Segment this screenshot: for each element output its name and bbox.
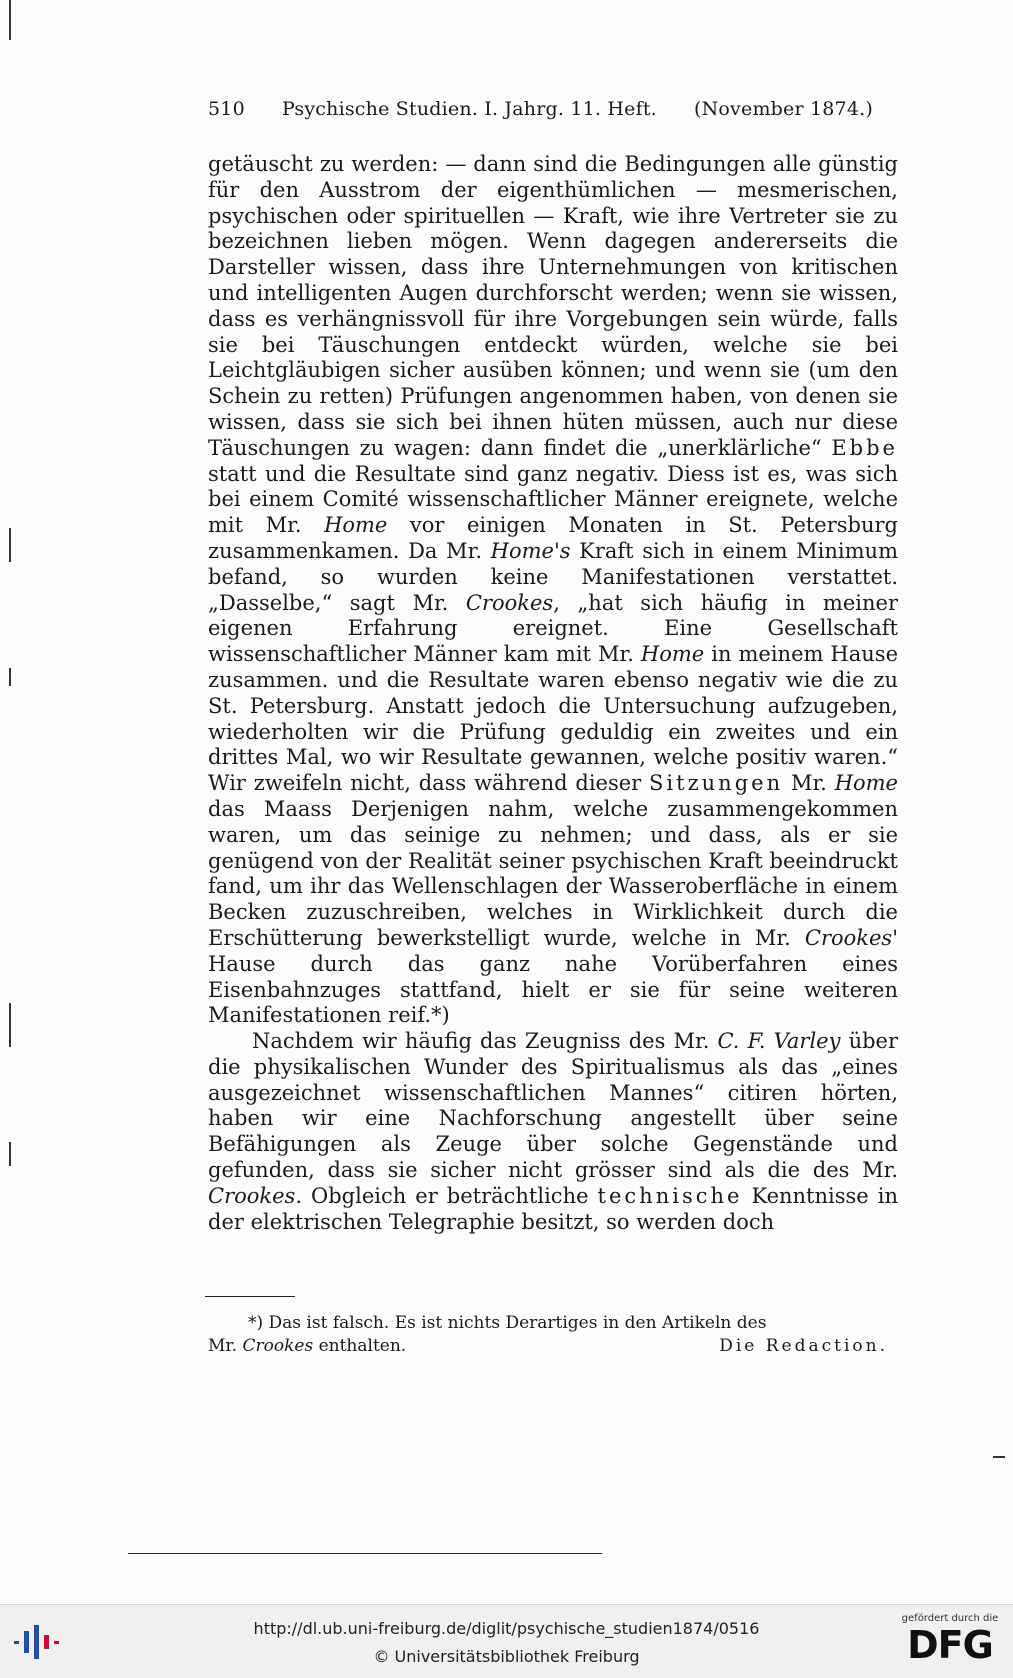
scan-edge-mark	[9, 1142, 11, 1166]
text-run: Hause durch das ganz nahe Vorüberfahren eines Eisenbahnzuges stattfand, hielt er sie für seine weiteren Manifestationen reif.*)	[208, 951, 898, 1028]
text-run: Mr.	[783, 771, 835, 796]
footnote	[208, 1312, 888, 1358]
emphasized-name: Home	[324, 513, 388, 538]
emphasized-name: Home	[834, 771, 898, 796]
page-bottom-rule	[128, 1553, 602, 1554]
running-title: Psychische Studien. I. Jahrg. 11. Heft.	[281, 98, 657, 120]
footnote-signature: Die Redaction.	[719, 1336, 888, 1356]
emphasized-name: Crookes'	[804, 925, 898, 950]
text-run: Kenntnisse in der elektrischen Telegraphie besitzt, so werden doch	[208, 1183, 898, 1234]
text-run: in meinem Hause zusammen. und die Resultate waren ebenso negativ wie die zu St. Petersburg. Anstatt jedoch die Untersuchung aufzugeben, wiederholten wir die Prüfung geduldig ein zweites und ein drittes Mal, wo wir Resultate gewannen, welche positiv waren.“ Wir zweifeln nicht, dass während dieser	[208, 642, 898, 796]
spaced-emphasis: Sitzungen	[649, 771, 784, 796]
issue-date: (November 1874.)	[693, 98, 873, 120]
text-run: das Maass Derjenigen nahm, welche zusammengekommen waren, um das seinige zu nehmen; und dass, als er sie genügend von der Realität seiner psychischen Kraft beeindruckt fand, um ihr das Wellenschlagen der Wasseroberfläche in einem Becken zuzuschreiben, welches in Wirklichkeit durch die Erschütterung bewerkstelligt wurde, welche in Mr.	[208, 796, 898, 950]
scan-edge-mark	[9, 0, 11, 40]
text-run: getäuscht zu werden: — dann sind die Bedingungen alle günstig für den Ausstrom der eigenthümlichen — mesmerischen, psychischen oder spirituellen — Kraft, wie ihre Vertreter sie zu bezeichnen lieben mögen. Wenn dagegen andererseits die Darsteller wissen, dass ihre Unternehmungen von kritischen und intelligenten Augen durchforscht werden; wenn sie wissen, dass es verhängnissvoll für ihre Vorgebungen sein würde, falls sie bei Täuschungen entdeckt würden, welche sie bei Leichtgläubigen sicher ausüben können; und wenn sie (um den Schein zu retten) Prüfungen angenommen haben, von denen sie wissen, dass sie sich bei ihnen hüten müssen, auch nur diese Täuschungen zu wagen: dann findet die „unerklärliche“	[208, 152, 898, 460]
footnote-line: *) Das ist falsch. Es ist nichts Derartiges in den Artikeln des	[248, 1313, 767, 1333]
body-text	[208, 152, 898, 1235]
body-paragraph	[208, 152, 898, 1029]
text-run: , „hat sich häufig in meiner eigenen Erfahrung ereignet. Eine Gesellschaft wissenschaftlicher Männer kam mit Mr.	[208, 590, 898, 667]
copyright-notice: © Universitätsbibliothek Freiburg	[373, 1647, 640, 1666]
emphasized-name: C. F. Varley	[717, 1029, 841, 1054]
spaced-emphasis: technische	[597, 1183, 743, 1208]
text-run: . Obgleich er beträchtliche	[295, 1183, 598, 1208]
scan-edge-mark	[9, 1003, 11, 1047]
dfg-logo	[894, 1613, 1006, 1673]
document-url-link[interactable]: http://dl.ub.uni-freiburg.de/diglit/psychische_studien1874/0516	[253, 1619, 760, 1638]
body-paragraph	[208, 1029, 898, 1235]
emphasized-name: Crookes	[208, 1183, 296, 1208]
text-run: statt und die Resultate sind ganz negativ. Diess ist es, was sich bei einem Comité wissenschaftlicher Männer ereignete, welche mit Mr.	[208, 461, 898, 538]
emphasized-name: Home	[640, 642, 705, 667]
spaced-emphasis: Ebbe	[831, 435, 898, 460]
text-run: Nachdem wir häufig das Zeugniss des Mr.	[252, 1029, 718, 1054]
footnote-rule	[205, 1296, 295, 1297]
dfg-logo-text: DFG	[907, 1623, 993, 1667]
scan-edge-mark	[9, 668, 11, 686]
funder-caption: gefördert durch die	[901, 1613, 999, 1624]
scan-edge-mark	[9, 528, 11, 562]
page-number: 510	[208, 98, 245, 120]
text-run: Kraft sich in einem Minimum befand, so wurden keine Manifestationen verstattet. „Dasselbe,“ sagt Mr.	[208, 538, 898, 615]
emphasized-name: Crookes	[465, 590, 554, 615]
footnote-line: Mr. Crookes enthalten.	[208, 1336, 407, 1356]
emphasized-name: Home's	[490, 538, 571, 563]
footer-bar	[0, 1604, 1013, 1678]
text-run: vor einigen Monaten in St. Petersburg zusammenkamen. Da Mr.	[208, 513, 899, 563]
running-header	[208, 98, 873, 120]
scan-edge-mark	[993, 1456, 1005, 1458]
text-run: über die physikalischen Wunder des Spiritualismus als das „eines ausgezeichnet wissenschaftlichen Mannes“ citiren hörten, haben wir eine Nachforschung angestellt über seine Befähigungen als Zeuge über solche Gegenstände und gefunden, dass sie sicher nicht grösser sind als die des Mr.	[208, 1029, 899, 1183]
